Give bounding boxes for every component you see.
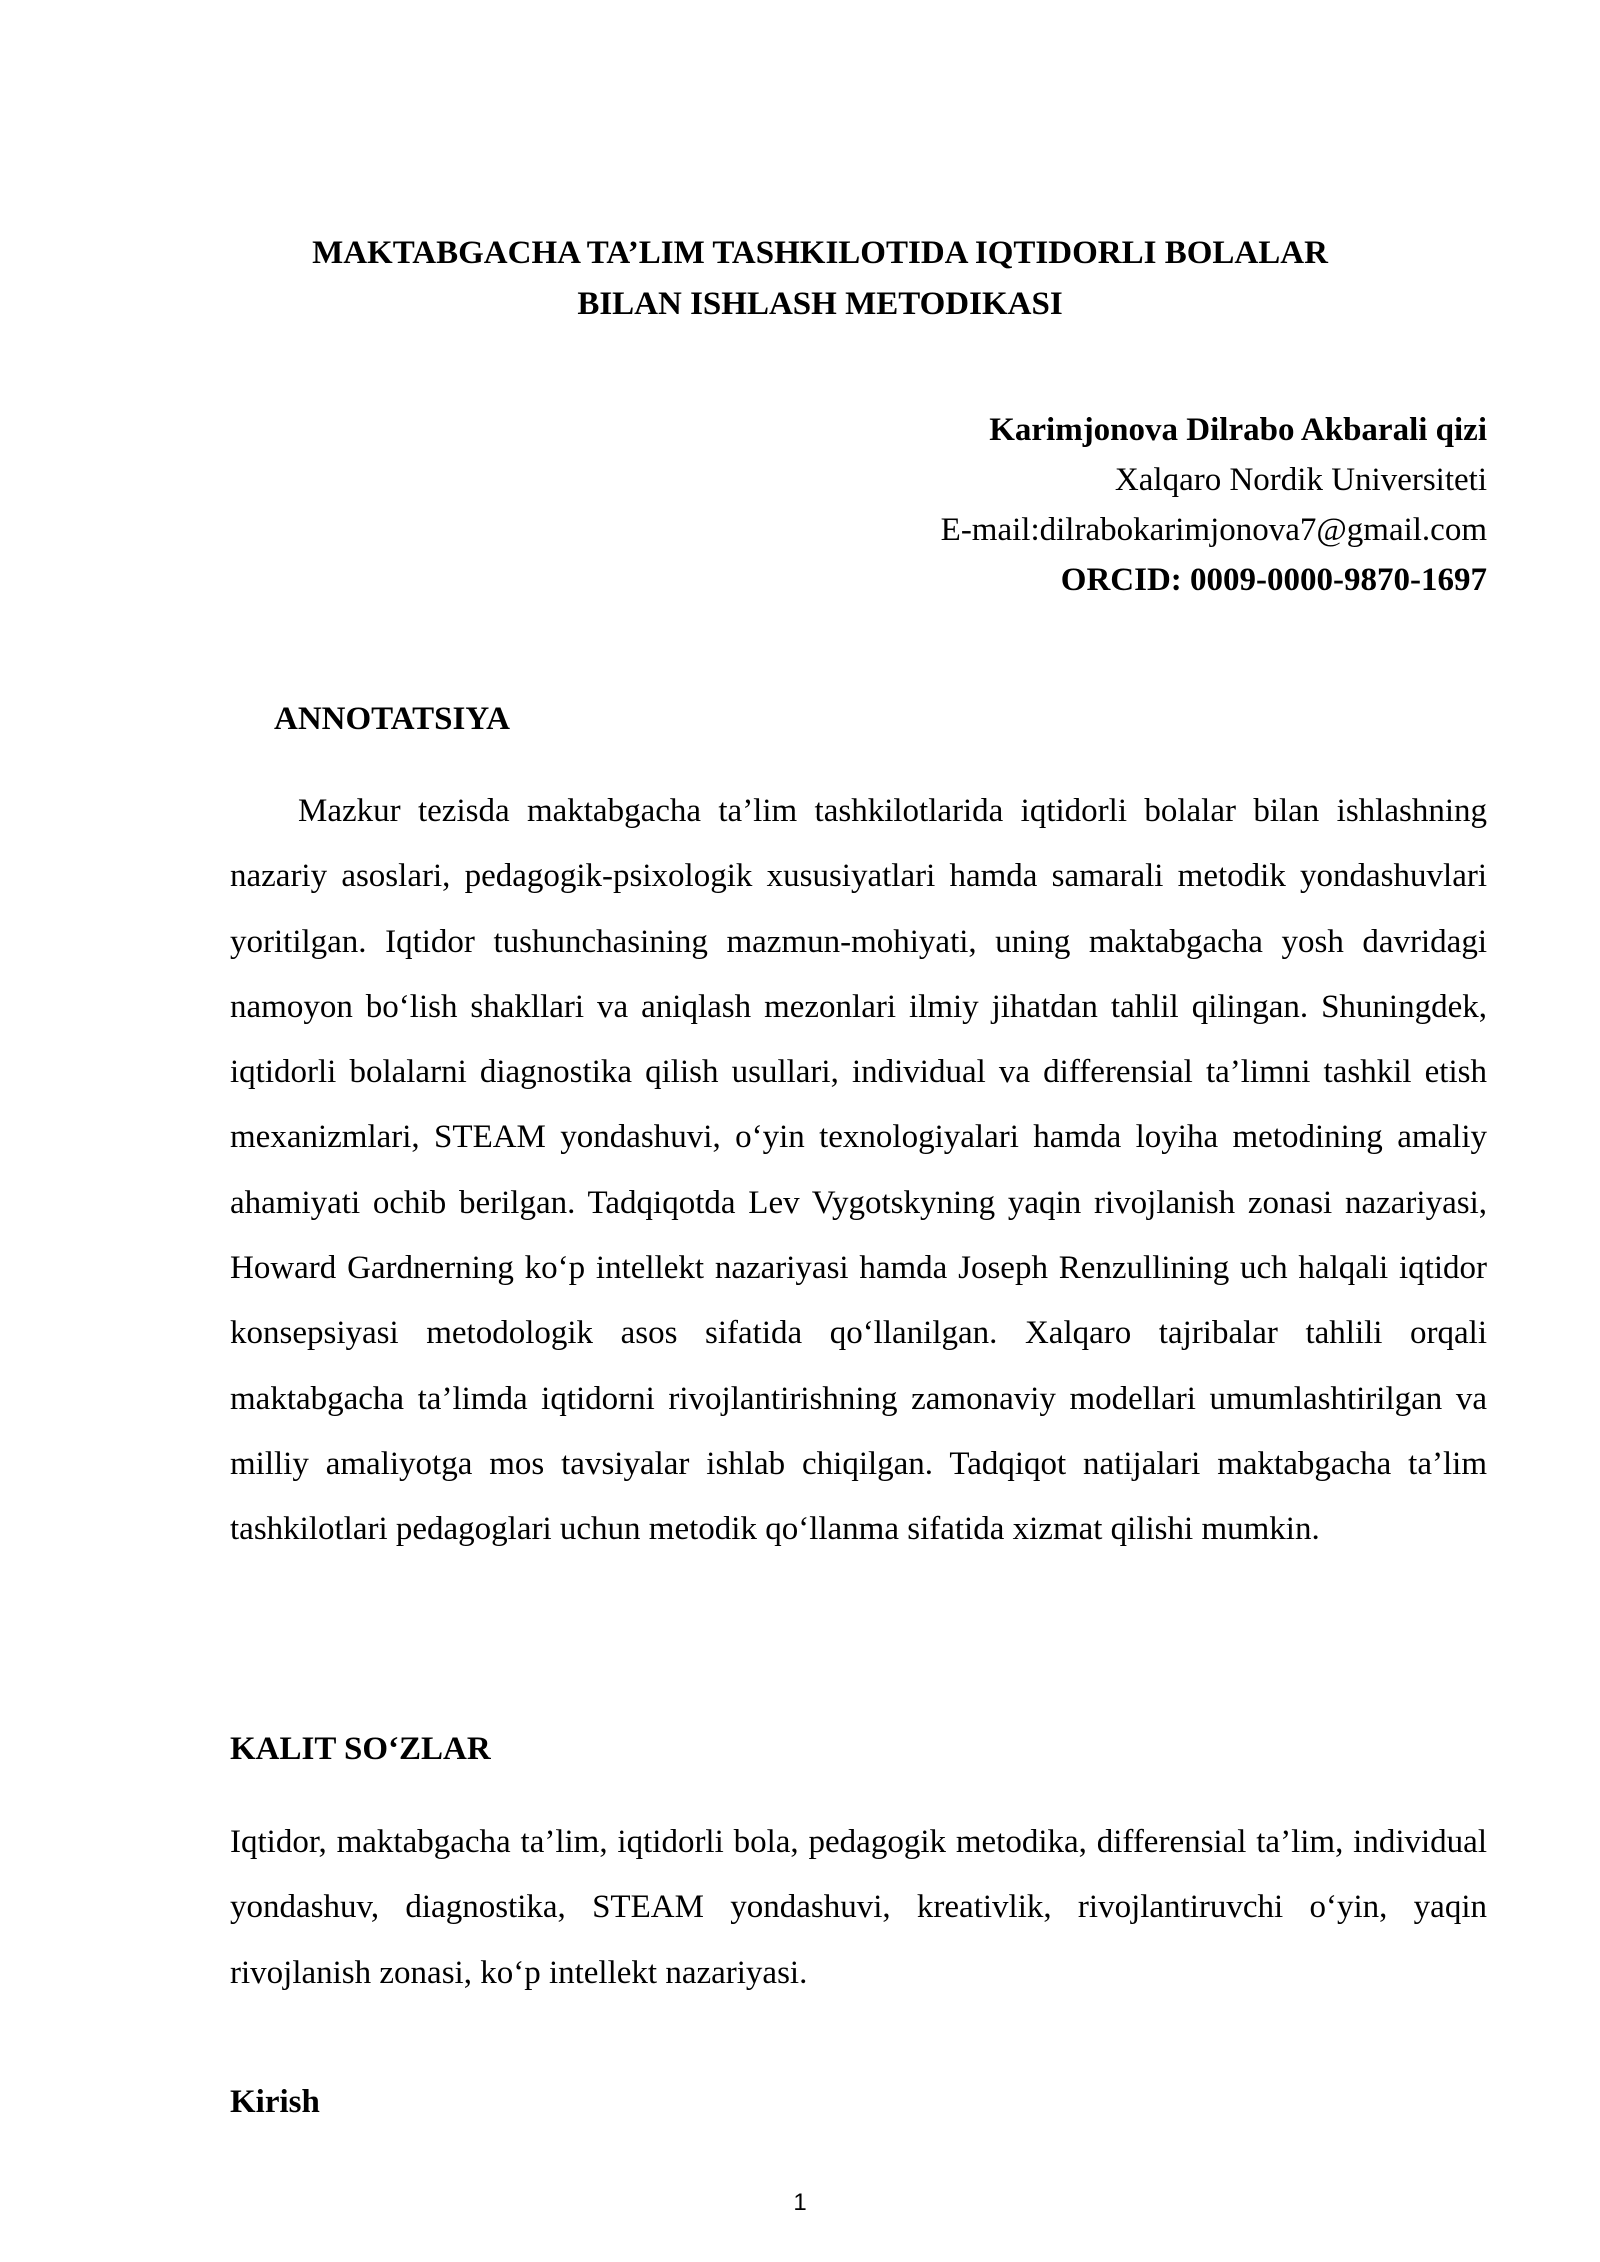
annotation-heading: ANNOTATSIYA: [274, 701, 510, 737]
paper-title-line-2: BILAN ISHLASH METODIKASI: [577, 286, 1063, 322]
author-block: [941, 405, 1487, 605]
author-name: Karimjonova Dilrabo Akbarali qizi: [989, 412, 1487, 448]
paper-title-line-1: MAKTABGACHA TA’LIM TASHKILOTIDA IQTIDORLI BOLALAR: [312, 235, 1328, 271]
page-number: 1: [793, 2189, 807, 2216]
keywords-heading: KALIT SO‘ZLAR: [230, 1731, 491, 1767]
paper-title: [230, 228, 1410, 330]
annotation-text: Mazkur tezisda maktabgacha ta’lim tashkilotlarida iqtidorli bolalar bilan ishlashning nazariy asoslari, pedagogik-psixologik xususiyatlari hamda samarali metodik yondashuvlari yoritilgan. Iqtidor tushunchasining mazmun-mohiyati, uning maktabgacha yosh davridagi namoyon bo‘lish shakllari va aniqlash mezonlari ilmiy jihatdan tahlil qilingan. Shuningdek, iqtidorli bolalarni diagnostika qilish usullari, individual va differensial ta’limni tashkil etish mexanizmlari, STEAM yondashuvi, o‘yin texnologiyalari hamda loyiha metodining amaliy ahamiyati ochib berilgan. Tadqiqotda Lev Vygotskyning yaqin rivojlanish zonasi nazariyasi, Howard Gardnerning ko‘p intellekt nazariyasi hamda Joseph Renzullining uch halqali iqtidor konsepsiyasi metodologik asos sifatida qo‘llanilgan. Xalqaro tajribalar tahlili orqali maktabgacha ta’limda iqtidorni rivojlantirishning zamonaviy modellari umumlashtirilgan va milliy amaliyotga mos tavsiyalar ishlab chiqilgan. Tadqiqot natijalari maktabgacha ta’lim tashkilotlari pedagoglari uchun metodik qo‘llanma sifatida xizmat qilishi mumkin.: [230, 793, 1487, 1548]
author-email: E-mail:dilrabokarimjonova7@gmail.com: [940, 512, 1487, 548]
keywords-text: Iqtidor, maktabgacha ta’lim, iqtidorli bola, pedagogik metodika, differensial ta’lim, individual yondashuv, diagnostika, STEAM yondashuvi, kreativlik, rivojlantiruvchi o‘yin, yaqin rivojlanish zonasi, ko‘p intellekt nazariyasi.: [230, 1824, 1487, 1991]
author-orcid: ORCID: 0009-0000-9870-1697: [1060, 562, 1487, 598]
introduction-heading: Kirish: [230, 2084, 320, 2120]
author-affiliation: Xalqaro Nordik Universiteti: [1114, 462, 1487, 498]
